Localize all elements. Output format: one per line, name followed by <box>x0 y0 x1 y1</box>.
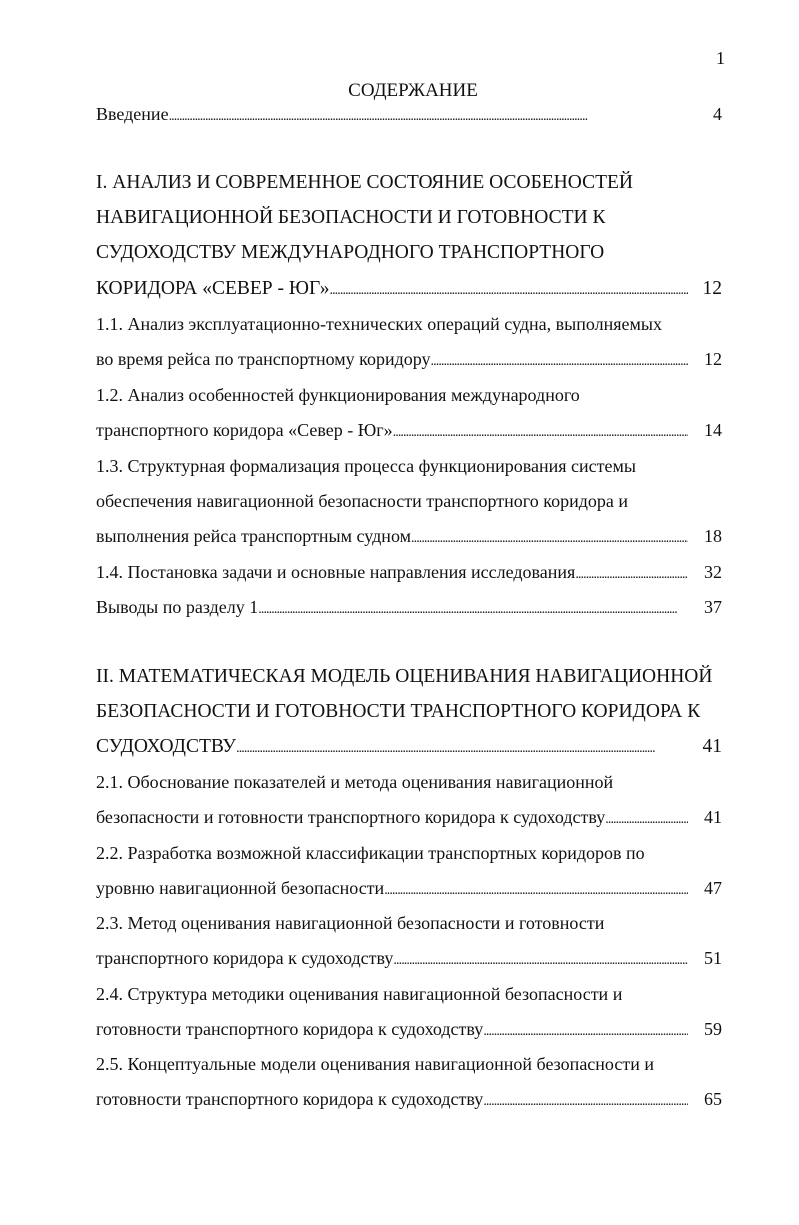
leader-dots <box>329 278 688 300</box>
toc-item-entry[interactable]: транспортного коридора «Север - Юг» . . . 14 <box>96 420 722 441</box>
toc-title: СОДЕРЖАНИЕ <box>348 80 478 101</box>
toc-page-ref: 41 <box>702 736 722 757</box>
toc-page-ref: 12 <box>702 278 722 299</box>
toc-page-ref: 65 <box>704 1089 722 1109</box>
toc-item-line: 2.5. Концептуальные модели оценивания навигационной безопасности и <box>96 1054 654 1074</box>
toc-entry-text: Введение <box>96 104 169 124</box>
leader-dots <box>431 349 688 370</box>
chapter2-heading-entry[interactable]: СУДОХОДСТВУ . . . 41 <box>96 736 722 758</box>
toc-page-ref: 12 <box>704 349 722 369</box>
toc-page-ref: 47 <box>704 878 722 898</box>
toc-page-ref: 4 <box>713 104 722 124</box>
chapter1-heading-line: СУДОХОДСТВУ МЕЖДУНАРОДНОГО ТРАНСПОРТНОГО <box>96 242 605 263</box>
page-number: 1 <box>716 48 725 68</box>
toc-item-line: 2.2. Разработка возможной классификации транспортных коридоров по <box>96 843 645 863</box>
toc-item-entry[interactable]: безопасности и готовности транспортного коридора к судоходству . . . 41 <box>96 807 722 828</box>
toc-page-ref: 18 <box>704 526 722 546</box>
leader-dots <box>236 736 688 758</box>
toc-item-entry[interactable]: уровню навигационной безопасности . . . 47 <box>96 878 722 899</box>
chapter1-heading-entry[interactable]: КОРИДОРА «СЕВЕР - ЮГ» . . . 12 <box>96 278 722 300</box>
toc-item-entry[interactable]: Выводы по разделу 1 . . . 37 <box>96 597 722 618</box>
chapter2-heading-line: БЕЗОПАСНОСТИ И ГОТОВНОСТИ ТРАНСПОРТНОГО КОРИДОРА К <box>96 701 701 722</box>
toc-intro-entry[interactable] <box>96 104 722 125</box>
chapter2-heading-line: II. МАТЕМАТИЧЕСКАЯ МОДЕЛЬ ОЦЕНИВАНИЯ НАВИГАЦИОННОЙ <box>96 666 713 687</box>
toc-item-line: 1.1. Анализ эксплуатационно-технических операций судна, выполняемых <box>96 314 663 334</box>
toc-item-line: обеспечения навигационной безопасности транспортного коридора и <box>96 491 628 511</box>
leader-dots <box>384 878 688 899</box>
toc-item-line: 2.4. Структура методики оценивания навигационной безопасности и <box>96 984 623 1004</box>
chapter1-heading-line: I. АНАЛИЗ И СОВРЕМЕННОЕ СОСТОЯНИЕ ОСОБЕНОСТЕЙ <box>96 172 633 193</box>
toc-item-entry[interactable]: выполнения рейса транспортным судном . . . 18 <box>96 526 722 547</box>
toc-item-entry[interactable]: транспортного коридора к судоходству . . . 51 <box>96 948 722 969</box>
chapter1-heading-line: НАВИГАЦИОННОЙ БЕЗОПАСНОСТИ И ГОТОВНОСТИ К <box>96 207 606 228</box>
leader-dots <box>411 526 688 547</box>
toc-item-entry[interactable]: готовности транспортного коридора к судоходству . . . 59 <box>96 1019 722 1040</box>
toc-item-entry[interactable]: во время рейса по транспортному коридору . . . 12 <box>96 349 722 370</box>
toc-page-ref: 14 <box>704 420 722 440</box>
toc-item-line: 1.3. Структурная формализация процесса функционирования системы <box>96 456 636 476</box>
toc-page-ref: 59 <box>704 1019 722 1039</box>
toc-page-ref: 32 <box>704 562 722 582</box>
leader-dots <box>575 562 688 583</box>
leader-dots <box>393 948 688 969</box>
toc-item-line: 2.1. Обоснование показателей и метода оценивания навигационной <box>96 772 614 792</box>
toc-item-entry[interactable]: 1.4. Постановка задачи и основные направления исследования . . . 32 <box>96 562 722 583</box>
leader-dots <box>605 807 688 828</box>
toc-page-ref: 37 <box>704 597 722 617</box>
leader-dots <box>258 597 688 618</box>
toc-page-ref: 51 <box>704 948 722 968</box>
leader-dots <box>393 420 688 441</box>
leader-dots <box>483 1089 688 1110</box>
toc-item-entry[interactable]: готовности транспортного коридора к судоходству . . . 65 <box>96 1089 722 1110</box>
toc-item-line: 1.2. Анализ особенностей функционирования международного <box>96 385 580 405</box>
leader-dots <box>169 104 688 125</box>
leader-dots <box>483 1019 688 1040</box>
toc-item-line: 2.3. Метод оценивания навигационной безопасности и готовности <box>96 913 605 933</box>
toc-page-ref: 41 <box>704 807 722 827</box>
